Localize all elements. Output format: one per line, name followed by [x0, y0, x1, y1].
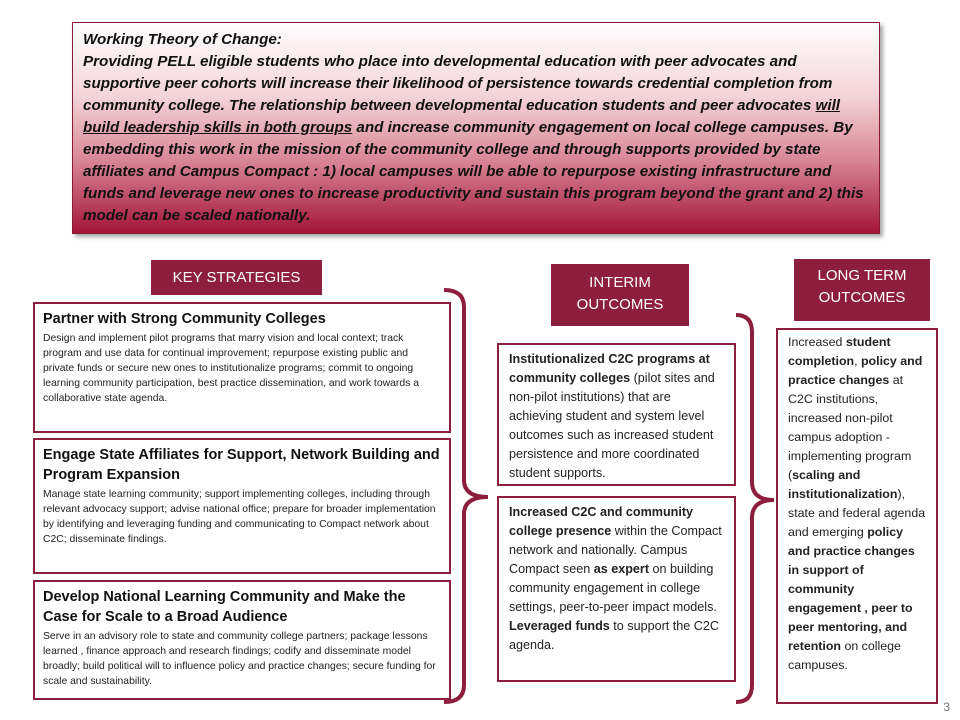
longterm-bold: policy and practice changes [788, 354, 923, 387]
longterm-label-line2: OUTCOMES [818, 289, 906, 306]
theory-heading: Working Theory of Change: [83, 31, 282, 48]
key-strategies-label [151, 260, 322, 295]
interim-outcomes-label [551, 264, 689, 326]
longterm-text: Increased [788, 335, 846, 349]
longterm-outcome-box [776, 328, 938, 704]
interim-label-line1: INTERIM [589, 274, 651, 291]
interim-outcome-box-2 [497, 496, 736, 682]
strategies-bracket [440, 285, 500, 710]
interim-text: to support the C2C agenda. [509, 619, 719, 652]
strategy-title: Develop National Learning Community and Make the Case for Scale to a Broad Audience [43, 589, 406, 625]
interim-bold: Institutionalized C2C programs at community colleges [509, 352, 710, 385]
longterm-label-line1: LONG TERM [817, 267, 907, 284]
interim-text: (pilot sites and non-pilot institutions) that are achieving student and system level outcomes such as increased student persistence and more coordinated student supports. [509, 371, 715, 480]
interim-outcome-box-1 [497, 343, 736, 486]
interim-text: within the Compact network and nationally. Campus Compact seen [509, 524, 722, 576]
longterm-text: at C2C institutions, increased non-pilot campus adoption - implementing program ( [788, 373, 912, 482]
longterm-text: ), state and federal agenda and emerging [788, 487, 926, 539]
strategy-description: Design and implement pilot programs that marry vision and local context; track program and use data for continual improvement; repurpose existing public and private funds or secure new ones to institutionalize programs; commit to ongoing learning community participation, best practice dissemination, and work towards a collaborative state agenda. [43, 333, 419, 404]
interim-bracket [732, 310, 782, 715]
strategy-box-3 [33, 580, 451, 700]
strategy-description: Manage state learning community; support implementing colleges, including through relevant advocacy support; advise national office; prepare for broader implementation by identifying and leveraging funding and communicating to Compact network about C2C; disseminate findings. [43, 489, 436, 545]
theory-of-change-box [72, 22, 880, 234]
strategy-title: Engage State Affiliates for Support, Network Building and Program Expansion [43, 447, 440, 483]
strategy-box-2 [33, 438, 451, 574]
strategy-title: Partner with Strong Community Colleges [43, 311, 326, 327]
longterm-bold: student completion [788, 335, 891, 368]
key-strategies-text: KEY STRATEGIES [172, 269, 301, 286]
interim-bold: Leveraged funds [509, 619, 610, 633]
longterm-outcomes-label [794, 259, 930, 321]
theory-end: . [306, 207, 311, 224]
theory-body-1: Providing PELL eligible students who place into developmental education with peer advocates and supportive peer cohorts will increase their likelihood of persistence towards credential completion from community college. The relationship between developmental education students and peer advocates [83, 53, 833, 114]
strategies-bracket-path [444, 290, 488, 702]
strategy-box-1 [33, 302, 451, 433]
interim-bracket-path [736, 315, 774, 702]
interim-bold: Increased C2C and community college presence [509, 505, 694, 538]
theory-text [83, 29, 869, 227]
theory-underlined: will build leadership skills in both groups [83, 97, 841, 136]
interim-label-line2: OUTCOMES [576, 296, 664, 313]
interim-text: on building community engagement in college settings, peer-to-peer impact models. [509, 562, 717, 614]
longterm-text: on college campuses. [788, 639, 901, 672]
longterm-bold: policy and practice changes in support of community engagement , peer to peer mentoring, and retention [788, 525, 915, 653]
theory-body-2: and increase community engagement on local college campuses. By embedding this work in the mission of the community college and through supports provided by state affiliates and Campus Compact : 1) local campuses will be able to repurpose existing infrastructure and funds and leverage new ones to increase productivity and sustain this program beyond the grant and 2) this model can be scaled nationally [83, 119, 864, 224]
page-number: 3 [943, 700, 950, 714]
longterm-text: , [854, 354, 861, 368]
strategy-description: Serve in an advisory role to state and community college partners; package lessons learned , finance approach and research findings; codify and disseminate model broadly; build political will to influence policy and practice changes; secure funding for scale and sustainability. [43, 631, 436, 687]
interim-bold: as expert [593, 562, 650, 576]
longterm-bold: scaling and institutionalization [788, 468, 898, 501]
